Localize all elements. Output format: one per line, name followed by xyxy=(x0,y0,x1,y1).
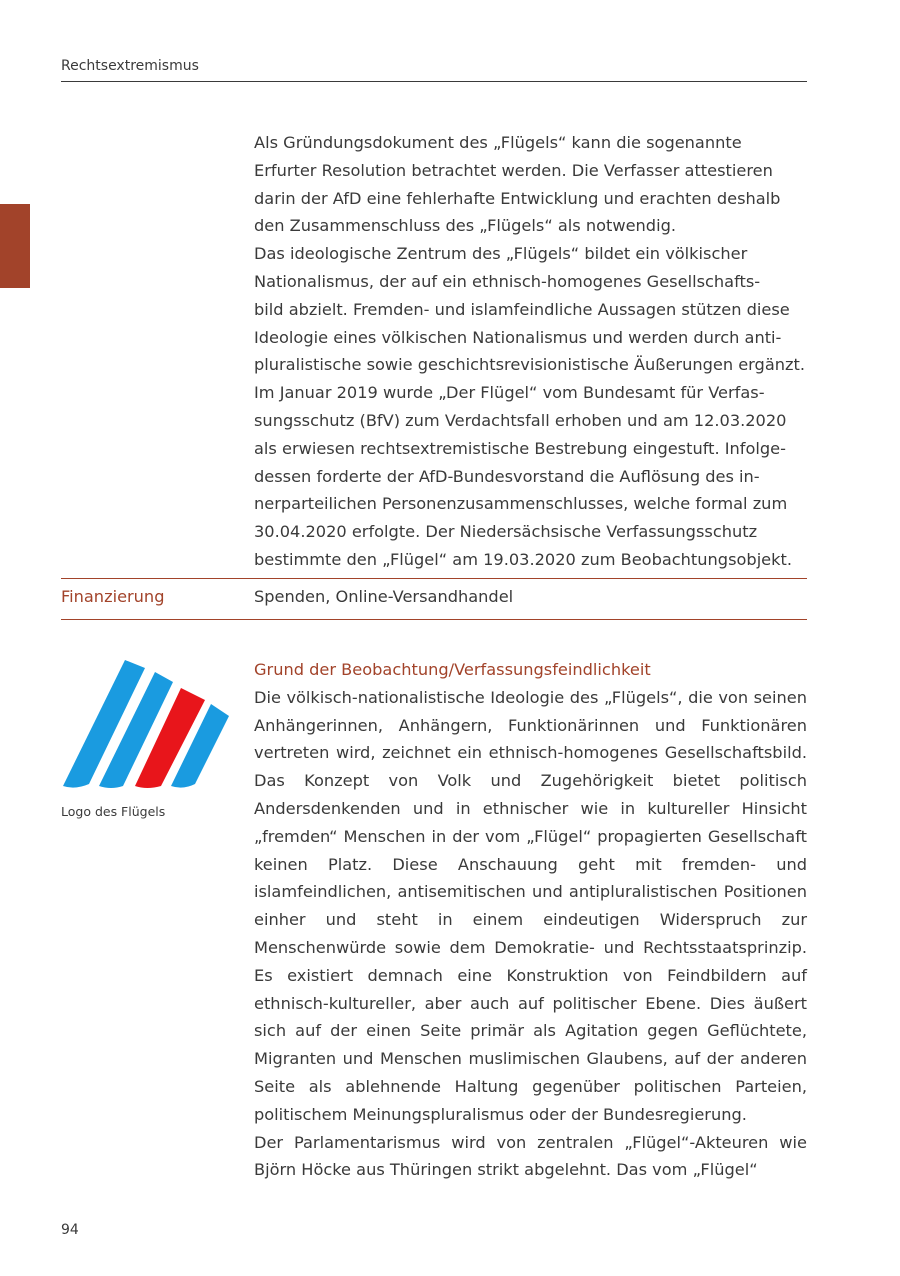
text-line: bild abzielt. Fremden- und islamfeindliche Aussagen stützen diese xyxy=(254,299,790,319)
text-line: den Zusammenschluss des „Flügels“ als notwendig. xyxy=(254,216,677,236)
text-line: bestimmte den „Flügel“ am 19.03.2020 zum Beobachtungsobjekt. xyxy=(254,549,793,569)
table-rule-top xyxy=(61,578,807,579)
fluegel-logo xyxy=(61,656,231,790)
page-number: 94 xyxy=(61,1222,79,1238)
text-line: Ideologie eines völkischen Nationalismus und werden durch anti- xyxy=(254,327,782,347)
text-line: darin der AfD eine fehlerhafte Entwicklung und erachten deshalb xyxy=(254,188,781,208)
section-heading: Grund der Beobachtung/Verfassungsfeindlichkeit xyxy=(254,660,651,679)
text-line: nerparteilichen Personenzusammenschlusses, welche formal zum xyxy=(254,494,788,514)
text-line: sungsschutz (BfV) zum Verdachtsfall erhoben und am 12.03.2020 xyxy=(254,410,787,430)
text-line: Im Januar 2019 wurde „Der Flügel“ vom Bundesamt für Verfas- xyxy=(254,383,765,403)
text-line: Erfurter Resolution betrachtet werden. Die Verfasser attestieren xyxy=(254,160,773,180)
body-text-block-1 xyxy=(254,129,807,574)
text-line: Das ideologische Zentrum des „Flügels“ bildet ein völkischer xyxy=(254,244,748,264)
text-line: Als Gründungsdokument des „Flügels“ kann die sogenannte xyxy=(254,133,742,152)
logo-caption: Logo des Flügels xyxy=(61,804,166,819)
paragraph: Der Parlamentarismus wird von zentralen „Flügel“-Akteuren wie Björn Höcke aus Thüringen strikt abgelehnt. Das vom „Flügel“ xyxy=(254,1132,807,1180)
text-line: pluralistische sowie geschichtsrevisionistische Äußerungen ergänzt. xyxy=(254,355,805,375)
table-rule-bottom xyxy=(61,619,807,620)
header-rule xyxy=(61,81,807,82)
finanzierung-value: Spenden, Online-Versandhandel xyxy=(254,587,514,606)
paragraph: Die völkisch-nationalistische Ideologie des „Flügels“, die von seinen Anhängerinnen, Anhängern, Funktionärinnen und Funktionären vertreten wird, zeichnet ein ethnisch-homogenes Gesellschaftsbild. Das Konzept von Volk und Zugehörigkeit bietet politisch Andersdenkenden und in ethnischer wie in kultureller Hinsicht „fremden“ Menschen in der vom „Flügel“ propagierten Gesellschaft keinen Platz. Diese Anschauung geht mit fremden- und islamfeindlichen, antisemitischen und antipluralistischen Positionen einher und steht in einem eindeutigen Widerspruch zur Menschenwürde sowie dem Demokratie- und Rechtsstaatsprinzip. Es existiert demnach eine Konstruktion von Feindbildern auf ethnisch-kultureller, aber auch auf politischer Ebene. Dies äußert sich auf der einen Seite primär als Agitation gegen Geflüchtete, Migranten und Menschen muslimischen Glaubens, auf der anderen Seite als ablehnende Haltung gegenüber politischen Parteien, politischem Meinungspluralismus oder der Bundesregierung. xyxy=(254,687,807,1124)
running-head: Rechtsextremismus xyxy=(61,58,199,74)
finanzierung-label: Finanzierung xyxy=(61,587,165,606)
chapter-side-tab xyxy=(0,204,30,288)
text-line: als erwiesen rechtsextremistische Bestrebung eingestuft. Infolge- xyxy=(254,438,786,458)
text-line: dessen forderte der AfD-Bundesvorstand die Auflösung des in- xyxy=(254,466,760,486)
text-line: 30.04.2020 erfolgte. Der Niedersächsische Verfassungsschutz xyxy=(254,522,758,542)
text-line: Nationalismus, der auf ein ethnisch-homogenes Gesellschafts- xyxy=(254,271,761,291)
body-text-block-2 xyxy=(254,656,807,1184)
